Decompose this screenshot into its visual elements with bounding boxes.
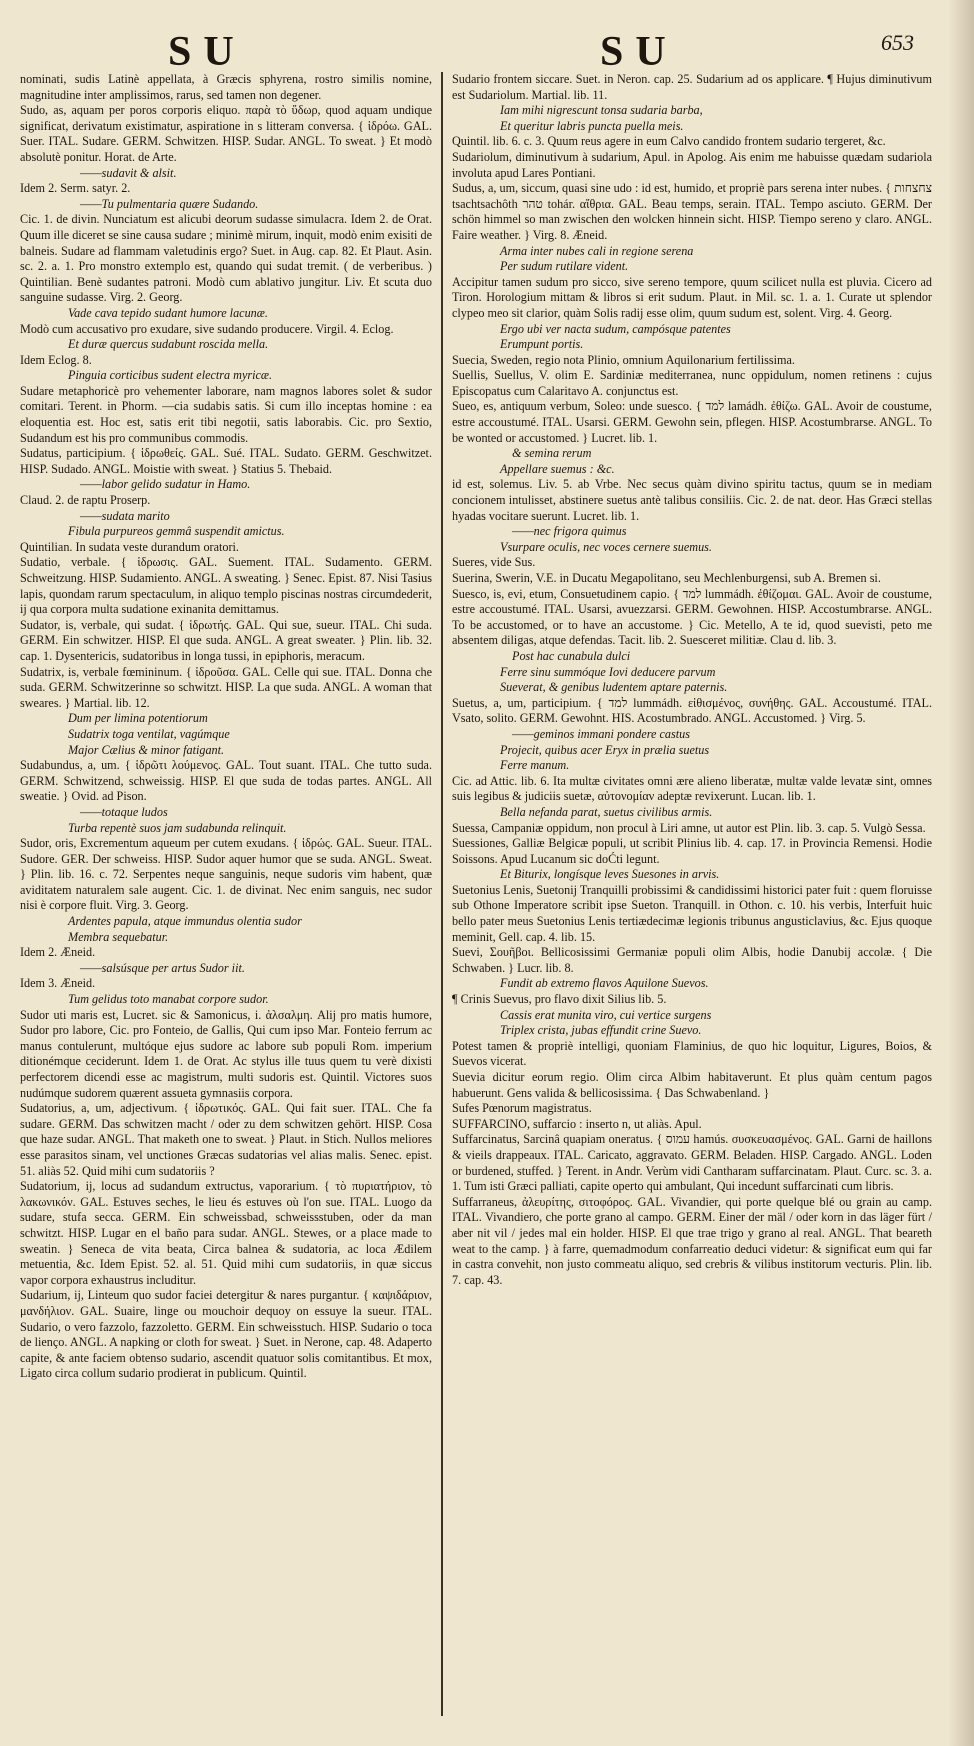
entry-text: Cassis erat munita viro, cui vertice surgens bbox=[500, 1007, 712, 1022]
entry-text: Sudo, as, aquam per poros corporis eliquo. παρὰ τὸ ὕδωρ, quod aquam undique significat, derivatum existimatur, aspiratione in s litteram conversa. { ἱδρόω. GAL. Suer. ITAL. Sudare. GERM. Schwitzen. HISP. Sudar. ANGL. To sweat. } Et modò absolutè ponitur. Horat. de Arte. bbox=[20, 103, 432, 164]
entry-text: Suellis, Suellus, V. olim E. Sardiniæ mediterranea, nunc oppidulum, nomen retinens : cujus Episcopatus cum Calaritavo A. conjunctus est. bbox=[452, 368, 932, 398]
entry-text: Ferre manum. bbox=[500, 758, 570, 773]
entry-text: Dum per limina potentiorum bbox=[68, 711, 208, 726]
entry-text: ——labor gelido sudatur in Hamo. bbox=[80, 477, 251, 492]
entry-text: Cic. ad Attic. lib. 6. Ita multæ civitates omni ære alieno liberatæ, multæ valde levatæ sint, omnes suis legibus & judiciis suetæ, αὐτονομίαν adeptæ revixerunt. Lucan. lib. 1. bbox=[452, 773, 932, 804]
entry-text: ——totaque ludos bbox=[80, 804, 168, 819]
entry-text: ——nec frigora quimus bbox=[512, 524, 627, 539]
entry-text: Modò cum accusativo pro exudare, sive sudando producere. Virgil. 4. Eclog. bbox=[20, 321, 394, 336]
entry-text: Idem 2. Serm. satyr. 2. bbox=[20, 181, 131, 196]
entry-text: Sudabundus, a, um. { ἱδρῶτι λούμενος. GAL. Tout suant. ITAL. Che tutto suda. GERM. Schwitzend, schweissig. HISP. El que suda de todas partes. ANGL. All sweatie. } Ovid. ad Pison. bbox=[20, 758, 432, 804]
entry-text: Suffarraneus, ἀλευρίτης, σιτοφόρος. GAL. Vivandier, qui porte quelque blé ou grain au camp. ITAL. Vivandiero, che porte grano al campo. GERM. Einer der mäl / oder korn in das läger fürt / aber nit vil / jedes mal ein holder. HISP. El que trae trigo y grano al real. ANGL. That beareth weat to the camp. } à farre, quemadmodum confarreatio deduci videtur: & significat eum qui far in castra convehit, non justo commeatu aliquo, sed crebris & vilibus institorum vecturis. Plin. lib. 7. cap. 43. bbox=[452, 1194, 932, 1287]
entry-text: Sudariolum, diminutivum à sudarium, Apul. in Apolog. Ais enim me habuisse quædam sudariola involuta apud Lares Pontiani. bbox=[452, 149, 932, 180]
entry-text: & semina rerum bbox=[512, 446, 592, 461]
entry-text: Ergo ubi ver nacta sudum, campósque patentes bbox=[500, 321, 731, 336]
entry-text: Sudatorium, ij, locus ad sudandum extructus, vaporarium. { τὸ πυριατήριον, τὸ λακωνικόν. GAL. Estuves seches, le lieu és estuves où l'on sue. ITAL. Luogo da sudare, stufa secca. GERM. Ein schweissbad, schweissstuben, oder da man schwitzt. HISP. Lugar en el baño para sudar. ANGL. Stewes, or a place made to sweatin. } Seneca de vita beata, Circa balnea & sudatoria, ac loca Ædilem metuentia, &c. Idem Epist. 52. al. 51. Quid mihi cum sudatoriis, in quæ siccus vapor corpora exhaustrus includitur. bbox=[20, 1179, 432, 1287]
entry-text: Potest tamen & propriè intelligi, quoniam Flaminius, de quo hic loquitur, Ligures, Boios, & Suevos vicerat. bbox=[452, 1038, 932, 1069]
entry-text: Sueres, vide Sus. bbox=[452, 555, 536, 570]
entry-text: Per sudum rutilare vident. bbox=[500, 259, 629, 274]
entry-text: Suesco, is, evi, etum, Consuetudinem capio. { למד lummádh. ἐθίζομαι. GAL. Avoir de coustume, estre accoustumé. ITAL. Usarsi, avuezzarsi. GERM. Gewohnen. HISP. Accostumbrarse. ANGL. To be accustomed, or to have an accustome. } Cic. Metello, A te id, quod suevisti, peto me absentem diligas, atque defendas. Tacit. lib. 2. Suesceret militiæ. Clau d. lib. 3. bbox=[452, 586, 932, 648]
entry-text: Sudus, a, um, siccum, quasi sine udo : id est, humido, et propriè pars serena inter nubes. { צחצחות tsachtsachôth טהר tohár. αἴθρια. GAL. Beau temps, serain. ITAL. Tempo asciuto. GERM. Der schön himmel so man zwischen den wolcken hinnein sicht. HISP. Tiempo sereno y claro. ANGL. Faire weather. } Virg. 8. Æneid. bbox=[452, 181, 932, 242]
entry-text: Sudare metaphoricè pro vehementer laborare, nam magnos labores solet & sudor comitari. Terent. in Phorm. —cia sudabis satis. Si cum illo inceptas homine : ea eloquentia est. Hoc est, satis erit tibi negotii, satis laborabis. Cic. pro Sextio, Sudandum est his pro communibus commodis. bbox=[20, 383, 432, 445]
entry-text: Sudatrix, is, verbale fœmininum. { ἱδροῦσα. GAL. Celle qui sue. ITAL. Donna che suda. GERM. Schwitzerinne so schwitzt. HISP. La que suda. ANGL. A woman that sweares. } Martial. lib. 12. bbox=[20, 664, 432, 710]
entry-text: Post hac cunabula dulci bbox=[512, 648, 631, 663]
right-column bbox=[452, 72, 932, 1288]
entry-text: Ardentes papula, atque immundus olentia sudor bbox=[68, 914, 302, 929]
entry-text: Triplex crista, jubas effundit crine Suevo. bbox=[500, 1023, 702, 1038]
entry-text: Et duræ quercus sudabunt roscida mella. bbox=[68, 337, 269, 352]
entry-text: Vsurpare oculis, nec voces cernere suemus. bbox=[500, 539, 712, 554]
entry-text: Vade cava tepido sudant humore lacunæ. bbox=[68, 305, 268, 320]
entry-text: Projecit, quibus acer Eryx in prælia suetus bbox=[500, 742, 710, 757]
entry-text: Sufes Pœnorum magistratus. bbox=[452, 1101, 592, 1116]
entry-text: Sudor uti maris est, Lucret. sic & Samonicus, i. ἀλσαλμη. Alij pro matis humore, Sudor pro labore, Cic. pro Fonteio, de Gallis, Qui cum ipso Mar. Fonteio ferrum ac manus contulerunt, multóque ejus sudore ac labore sub populi Rom. imperium ditionémque ceciderunt. Idem 1. de Orat. Ac stylus ille tuus quem tu verè dixisti perfectorem dicendi esse ac magistrum, multi sudoris est. Quintil. Victores suos nudúmque sudorem quærent assueta gymnasiis corpora. bbox=[20, 1007, 432, 1100]
entry-text: Cic. 1. de divin. Nunciatum est alicubi deorum sudasse simulacra. Idem 2. de Orat. Quum ille diceret se sine causa sudare ; minimè mirum, inquit, modò enim exisiti de balneis. Sudare ad flammam valetudinis ergo? Suet. in Aug. cap. 82. Et Plaut. Asin. sc. 2. a. 1. Pro monstro extemplo est, quando qui sudat tremit. ( de verberibus. ) Quintilian. Benè sudantes patroni. Modò cum ablativo jungitur. Liv. Et scuta duo sanguine sudasse. Virg. 2. Georg. bbox=[20, 212, 432, 305]
entry-text: Sueverat, & genibus ludentem aptare paternis. bbox=[500, 680, 728, 695]
entry-text: Idem Eclog. 8. bbox=[20, 352, 92, 367]
entry-text: Ferre sinu summóque Iovi deducere parvum bbox=[500, 664, 716, 679]
entry-text: Major Cælius & minor fatigant. bbox=[68, 742, 225, 757]
entry-text: Sudator, is, verbale, qui sudat. { ἱδρωτής. GAL. Qui sue, sueur. ITAL. Chi suda. GERM. Ein schwitzer. HISP. El que suda. ANGL. A great sweater. } Plin. lib. 32. cap. 1. Dysentericis, sudatoribus in longa tussi, in epiphoris, meracum. bbox=[20, 617, 432, 663]
entry-text: Fundit ab extremo flavos Aquilone Suevos. bbox=[500, 976, 709, 991]
page-number: 653 bbox=[881, 30, 914, 55]
entry-text: id est, solemus. Liv. 5. ab Vrbe. Nec secus quàm divino spiritu tactus, quum se in mediam concionem intulisset, abstinere suetus antè talibus consiliis. Cic. 2. de nat. deor. Has Græci stellas hyadas vocitare suerunt. Lucret. lib. 1. bbox=[452, 477, 932, 523]
entry-text: Suevi, Σουῆβοι. Bellicosissimi Germaniæ populi olim Albis, hodie Danubij accolæ. { Die Schwaben. } Lucr. lib. 8. bbox=[452, 945, 932, 975]
entry-text: Bella nefanda parat, suetus civilibus armis. bbox=[500, 804, 713, 819]
entry-text: Membra sequebatur. bbox=[68, 929, 169, 944]
entry-text: Claud. 2. de raptu Proserp. bbox=[20, 493, 151, 508]
entry-text: ——Tu pulmentaria quære Sudando. bbox=[80, 196, 259, 211]
entry-text: Suevia dicitur eorum regio. Olim circa Albim habitaverunt. Et plus quàm centum pagos habuerunt. Gens valida & bellicosissima. { Das Schwabenland. } bbox=[452, 1070, 932, 1100]
entry-text: Sudatus, participium. { ἱδρωθείς. GAL. Sué. ITAL. Sudato. GERM. Geschwitzet. HISP. Sudado. ANGL. Moistie with sweat. } Statius 5. Thebaid. bbox=[20, 446, 432, 476]
entry-text: Accipitur tamen sudum pro sicco, sive sereno tempore, quum scilicet nulla est pluvia. Cicero ad Tiron. Horologium mittam & libros si erit sudum. Plaut. in Mil. sc. 1. a. 1. Curate ut splendor clypeo meo sit clarior, quàm Solis radij esse olim, quum sudum est, solent. Virg. 4. Georg. bbox=[452, 274, 932, 320]
entry-text: Turba repentè suos jam sudabunda relinquit. bbox=[68, 820, 287, 835]
entry-text: Et queritur labris puncta puella meis. bbox=[500, 118, 684, 133]
entry-text: Quintilian. In sudata veste durandum oratori. bbox=[20, 539, 239, 554]
entry-text: Sudatrix toga ventilat, vagúmque bbox=[68, 726, 230, 741]
entry-text: ——salsúsque per artus Sudor iit. bbox=[80, 960, 245, 975]
entry-text: Et Biturix, longísque leves Suesones in arvis. bbox=[500, 867, 720, 882]
running-head-left: SU bbox=[168, 29, 246, 75]
entry-text: Quintil. lib. 6. c. 3. Quum reus agere in eum Calvo candido frontem sudario tergeret, &c. bbox=[452, 134, 886, 149]
entry-text: Suerina, Swerin, V.E. in Ducatu Megapolitano, seu Mechlenburgensi, sub A. Bremen si. bbox=[452, 571, 881, 585]
running-head-right: SU bbox=[600, 29, 678, 75]
entry-text: Appellare suemus : &c. bbox=[500, 461, 615, 476]
entry-text: Suetonius Lenis, Suetonij Tranquilli probissimi & candidissimi historici pater fuit : quem floruisse sub Othone Imperatore scribit ipse Sueton. Tranquill. in Othon. c. 10. his verbis, Interfuit huic bello pater meus Suetonius Lenis tertiædecimæ legionis tribunus angusticlavius, &c. Ejus quoque meminit, Gell. cap. 4. lib. 15. bbox=[452, 882, 932, 944]
entry-text: Sueo, es, antiquum verbum, Soleo: unde suesco. { למד lamádh. ἐθίζω. GAL. Avoir de coustume, estre accoustumé. ITAL. Usarsi. GERM. Gewohn sein, pflegen. HISP. Acostumbrarse. ANGL. To be wonted or accustomed. } Lucret. lib. 1. bbox=[452, 399, 932, 445]
entry-text: Sudatio, verbale. { ἱδρωσις. GAL. Suement. ITAL. Sudamento. GERM. Schweitzung. HISP. Sudamiento. ANGL. A sweating. } Senec. Epist. 87. Nisi Tasius lapis, quondam rarum spectaculum, in aliquo templo piscinas nostras circumdederit, ij qua corpora multa sudatione exinanita demittamus. bbox=[20, 555, 432, 617]
entry-text: ——sudavit & alsit. bbox=[80, 165, 177, 180]
entry-text: Suessiones, Galliæ Belgicæ populi, ut scribit Plinius lib. 4. cap. 17. in Provincia Remensi. Hodie Soissons. Apud Lucanum sic doĆti legunt. bbox=[452, 836, 932, 866]
entry-text: Fibula purpureos gemmâ suspendit amictus. bbox=[68, 524, 285, 539]
entry-text: Sudatorius, a, um, adjectivum. { ἱδρωτικός. GAL. Qui fait suer. ITAL. Che fa sudare. GERM. Das schwitzen macht / oder zu dem schwitzen gehört. HISP. Cosa que haze sudar. ANGL. That maketh one to sweat. } Plaut. in Stich. Nullos meliores esse parasitos sinam, vel unctiones Græcas sudatorias vel alias malis. Senec. epist. 51. aliàs 52. Quid mihi cum sudatoriis ? bbox=[20, 1101, 432, 1178]
entry-text: Sudarium, ij, Linteum quo sudor faciei detergitur & nares purgantur. { καψιδάριον, μανδήλιον. GAL. Suaire, linge ou mouchoir dequoy on essuye la sueur. ITAL. Sudario, o vero fazzolo, fazzoletto. GERM. Ein schweisstuch. HISP. Sudario o toca de lienço. ANGL. A napking or cloth for sweat. } Suet. in Nerone, cap. 48. Adaperto capite, & ante faciem obtenso sudario, ascendit quatuor solis comitantibus. Et mox, Ligato circa collum sudario prodierat in publicum. Quintil. bbox=[20, 1288, 432, 1381]
entry-text: Erumpunt portis. bbox=[500, 337, 584, 352]
page-gutter-shadow bbox=[948, 0, 974, 1746]
entry-text: nominati, sudis Latinè appellata, à Græcis sphyrena, rostro similis nomine, magnitudine inter amplissimos, rarus, sed tamen non degener. bbox=[20, 72, 432, 102]
entry-text: Suecia, Sweden, regio nota Plinio, omnium Aquilonarium fertilissima. bbox=[452, 352, 795, 367]
entry-text: ¶ Crinis Suevus, pro flavo dixit Silius lib. 5. bbox=[452, 992, 667, 1007]
entry-text: Suetus, a, um, participium. { למד lummádh. εἰθισμένος, συνήθης. GAL. Accoustumé. ITAL. Vsato, solito. GERM. Gewohnt. HIS. Acostumbrado. ANGL. Accustomed. } Virg. 5. bbox=[452, 695, 932, 726]
left-column bbox=[20, 72, 432, 1382]
entry-text: Suessa, Campaniæ oppidum, non procul à Liri amne, ut autor est Plin. lib. 3. cap. 5. Vulgò Sessa. bbox=[452, 820, 926, 835]
entry-text: Sudario frontem siccare. Suet. in Neron. cap. 25. Sudarium ad os applicare. ¶ Hujus diminutivum est Sudariolum. Martial. lib. 11. bbox=[452, 72, 932, 102]
entry-text: SUFFARCINO, suffarcio : inserto n, ut aliàs. Apul. bbox=[452, 1116, 702, 1131]
entry-text: ——sudata marito bbox=[80, 508, 170, 523]
column-rule bbox=[441, 72, 443, 1716]
entry-text: Tum gelidus toto manabat corpore sudor. bbox=[68, 992, 269, 1007]
entry-text: Arma inter nubes cali in regione serena bbox=[500, 243, 694, 258]
entry-text: Iam mihi nigrescunt tonsa sudaria barba, bbox=[500, 103, 703, 118]
entry-text: Idem 3. Æneid. bbox=[20, 976, 96, 991]
entry-text: Idem 2. Æneid. bbox=[20, 945, 96, 960]
entry-text: Pinguia corticibus sudent electra myricæ. bbox=[68, 368, 273, 383]
entry-text: Suffarcinatus, Sarcinâ quapiam oneratus. { עמוס hamús. συσκευασμένος. GAL. Garni de haillons & vieils drappeaux. ITAL. Caricato, aggravato. GERM. Beladen. HISP. Cargado. ANGL. Loden or burdened, stuffed. } Terent. in Andr. Verùm vidi Cantharam suffarcinatam. Plaut. Curc. sc. 3. a. 1. Tum isti Græci palliati, capite operto qui ambulant, Qui incedunt suffarcinati cum libris. bbox=[452, 1132, 933, 1194]
entry-text: ——geminos immani pondere castus bbox=[512, 726, 690, 741]
entry-text: Sudor, oris, Excrementum aqueum per cutem exudans. { ἱδρώς. GAL. Sueur. ITAL. Sudore. GER. Der schweiss. HISP. Sudor aquer humor que se suda. ANGL. Sweat. } Plin. lib. 16. c. 72. Serpentes neque sanguinis, neque sudoris vim habent, quæ aviditatem naturalem sale augent. Cic. 1. de divinat. Nec enim sanguis, nec sudor nisi è corpore fluit. Virg. 3. Georg. bbox=[20, 836, 432, 913]
